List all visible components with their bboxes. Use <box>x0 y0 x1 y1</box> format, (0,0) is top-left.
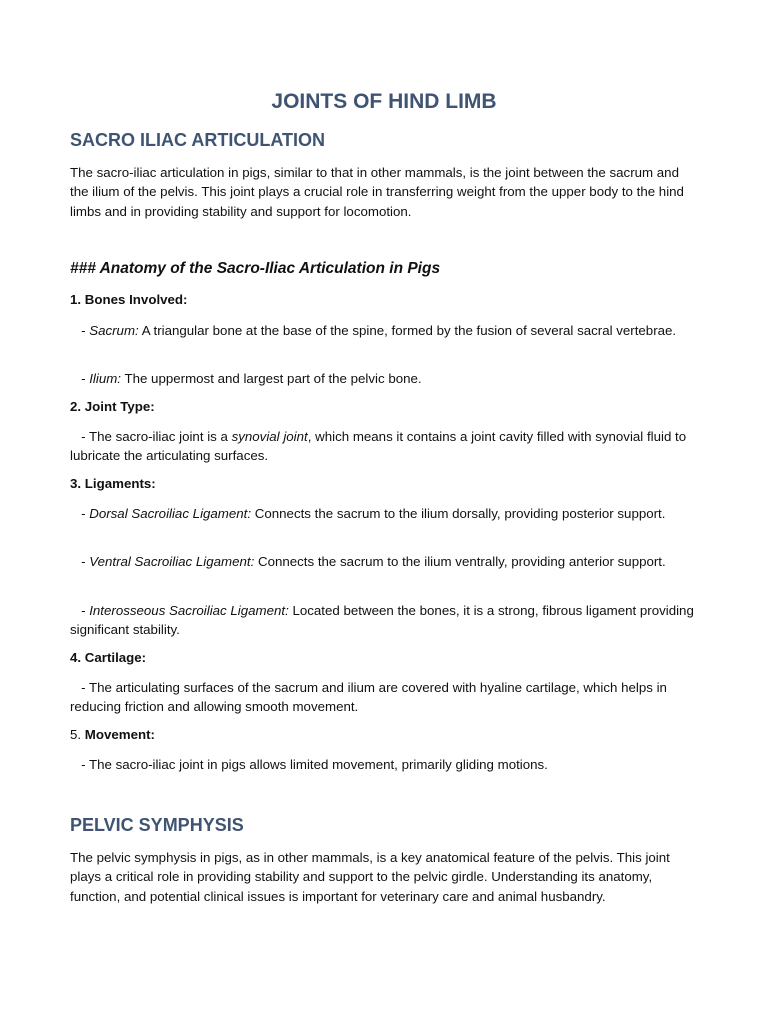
bone-item-sacrum: - Sacrum: A triangular bone at the base of the spine, formed by the fusion of several sacral vertebrae. <box>70 323 677 338</box>
joint-type-item: - The sacro-iliac joint is a synovial joint, which means it contains a joint cavity filled with synovial fluid to lubricate the articulating surfaces. <box>70 429 687 464</box>
movement-number: 5. <box>70 727 82 742</box>
joint-text-before: The sacro-iliac joint is a <box>88 429 232 444</box>
ligament-item-ventral: - Ventral Sacroiliac Ligament: Connects the sacrum to the ilium ventrally, providing anterior support. <box>70 554 666 569</box>
section-heading-pelvic-symphysis: PELVIC SYMPHYSIS <box>70 815 244 835</box>
joint-type-label: 2. Joint Type: <box>70 399 155 414</box>
movement-label <box>70 727 155 742</box>
pelvic-symphysis-intro-paragraph: The pelvic symphysis in pigs, as in other mammals, is a key anatomical feature of the pelvis. This joint plays a critical role in providing stability and support to the pelvic girdle. Understanding its anatomy, function, and potential clinical issues is important for veterinary care and animal husbandry. <box>70 850 670 904</box>
ligaments-label: 3. Ligaments: <box>70 476 156 491</box>
document-title: JOINTS OF HIND LIMB <box>271 90 497 113</box>
cartilage-description: The articulating surfaces of the sacrum and ilium are covered with hyaline cartilage, which helps in reducing friction and allowing smooth movement. <box>70 680 667 715</box>
ligament-description: Connects the sacrum to the ilium ventrally, providing anterior support. <box>254 554 666 569</box>
bone-description: A triangular bone at the base of the spine, formed by the fusion of several sacral vertebrae. <box>138 323 677 338</box>
bones-involved-label: 1. Bones Involved: <box>70 292 188 307</box>
bone-description: The uppermost and largest part of the pelvic bone. <box>121 371 422 386</box>
ligament-item-interosseous: - Interosseous Sacroiliac Ligament: Located between the bones, it is a strong, fibrous ligament providing significant stability. <box>70 603 694 638</box>
cartilage-item: - The articulating surfaces of the sacrum and ilium are covered with hyaline cartilage, which helps in reducing friction and allowing smooth movement. <box>70 680 667 715</box>
ligament-description: Located between the bones, it is a strong, fibrous ligament providing significant stability. <box>70 603 694 638</box>
ligament-description: Connects the sacrum to the ilium dorsally, providing posterior support. <box>251 506 666 521</box>
movement-label-text: Movement: <box>84 727 155 742</box>
bone-term: Ilium: <box>89 371 121 386</box>
ligament-term: Dorsal Sacroiliac Ligament: <box>89 506 252 521</box>
ligament-item-dorsal: - Dorsal Sacroiliac Ligament: Connects the sacrum to the ilium dorsally, providing posterior support. <box>70 506 666 521</box>
joint-text-after: , which means it contains a joint cavity filled with synovial fluid to lubricate the articulating surfaces. <box>70 429 687 464</box>
bone-term: Sacrum: <box>89 323 139 338</box>
movement-item: - The sacro-iliac joint in pigs allows limited movement, primarily gliding motions. <box>70 757 548 772</box>
movement-description: The sacro-iliac joint in pigs allows limited movement, primarily gliding motions. <box>88 757 548 772</box>
section-heading-sacro-iliac: SACRO ILIAC ARTICULATION <box>70 130 325 150</box>
joint-term: synovial joint <box>231 429 308 444</box>
ligament-term: Interosseous Sacroiliac Ligament: <box>89 603 289 618</box>
cartilage-label: 4. Cartilage: <box>70 650 147 665</box>
bone-item-ilium: - Ilium: The uppermost and largest part of the pelvic bone. <box>70 371 422 386</box>
sacro-iliac-intro-paragraph: The sacro-iliac articulation in pigs, similar to that in other mammals, is the joint between the sacrum and the ilium of the pelvis. This joint plays a crucial role in transferring weight from the upper body to the hind limbs and in providing stability and support for locomotion. <box>70 165 684 219</box>
ligament-term: Ventral Sacroiliac Ligament: <box>89 554 255 569</box>
anatomy-subheading: ### Anatomy of the Sacro-Iliac Articulation in Pigs <box>70 260 441 277</box>
